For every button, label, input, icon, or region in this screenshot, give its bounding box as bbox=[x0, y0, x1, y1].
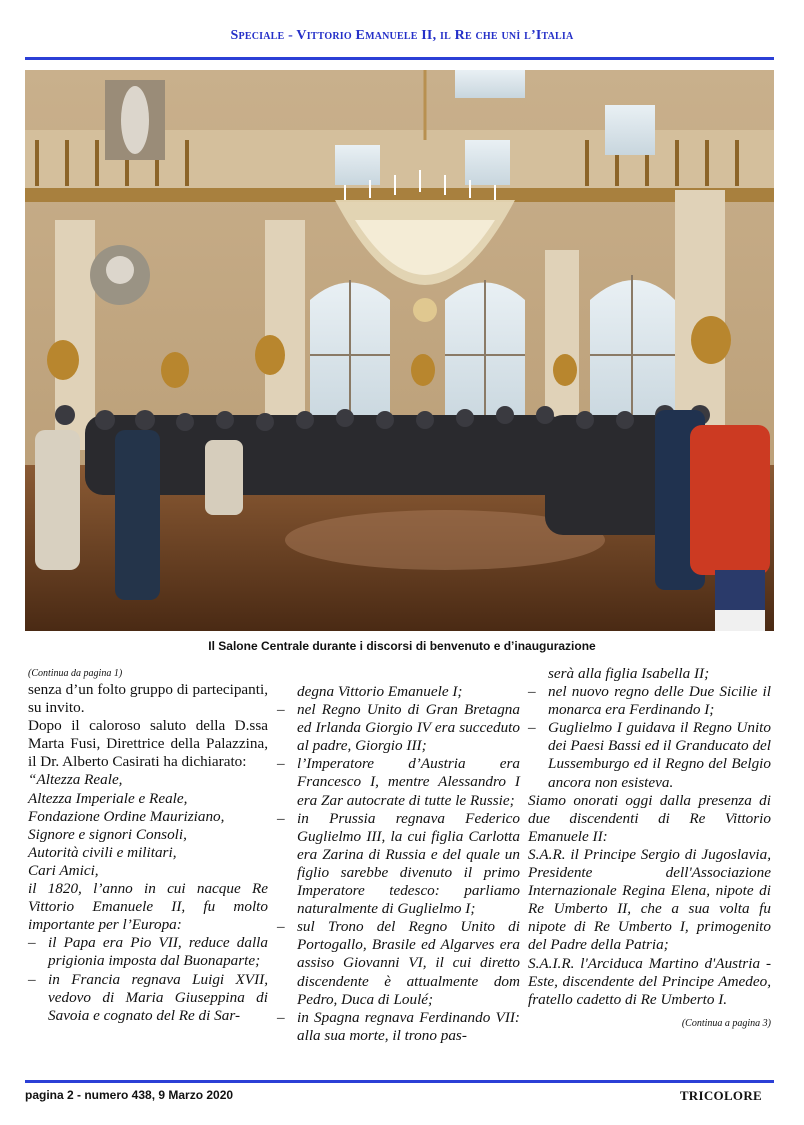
article-column-2 bbox=[277, 683, 520, 1045]
photo-caption: Il Salone Centrale durante i discorsi di benvenuto e d’inaugurazione bbox=[208, 639, 596, 653]
continued-from-note: (Continua da pagina 1) bbox=[28, 668, 123, 679]
speech-line: Autorità civili e militari, bbox=[28, 843, 177, 861]
article-column-1 bbox=[28, 667, 268, 1025]
article-column-3 bbox=[528, 665, 771, 1033]
footer-page-info: pagina 2 - numero 438, 9 Marzo 2020 bbox=[25, 1088, 234, 1102]
footer-rule bbox=[25, 1080, 774, 1083]
continued-line: serà alla figlia Isabella II; bbox=[548, 665, 710, 682]
intro-paragraph: senza d’un folto gruppo di partecipanti, su invito. bbox=[28, 681, 268, 717]
list-item: – nel nuovo regno delle Due Sicilie il monarca era Ferdinando I; bbox=[528, 683, 771, 719]
list-item: – nel Regno Unito di Gran Bretagna ed Irlanda Giorgio IV era succeduto al padre, Giorgio III; bbox=[277, 701, 520, 755]
greeting-paragraph: Dopo il caloroso saluto della D.ssa Marta Fusi, Direttrice della Palazzina, il Dr. Alberto Casirati ha dichiarato: bbox=[28, 717, 268, 771]
list-item: – in Prussia regnava Federico Guglielmo III, la cui figlia Carlotta era Zarina di Russia e del quale un figlio sarebbe divenuto il primo Imperatore tedesco: parliamo naturalmente di Guglielmo I; bbox=[277, 809, 520, 918]
list-item: – sul Trono del Regno Unito di Portogallo, Brasile ed Algarves era assiso Giovanni VI, il cui diretto discendente è attualmente dom Pedro, Duca di Loulé; bbox=[277, 918, 520, 1008]
list-item: – l’Imperatore d’Austria era Francesco I, mentre Alessandro I era Zar autocrate di tutte le Russie; bbox=[277, 755, 520, 809]
page-header-title: Speciale - Vittorio Emanuele II, il Re che unì l’Italia bbox=[230, 28, 574, 43]
descendants-intro: Siamo onorati oggi dalla presenza di due discendenti di Re Vittorio Emanuele II: bbox=[528, 791, 771, 845]
descendant-sergio: S.A.R. il Principe Sergio di Jugoslavia, Presidente dell'Associazione Internazionale Regina Elena, nipote di Re Umberto II, che a sua volta fu nipote di Re Umberto I, primogenito del Padre della Patria; bbox=[528, 845, 771, 954]
speech-line: Fondazione Ordine Mauriziano, bbox=[28, 807, 225, 825]
list-item: – Guglielmo I guidava il Regno Unito dei Paesi Bassi ed il Granducato del Lussemburgo ed il Regno del Belgio ancora non esisteva. bbox=[528, 719, 771, 791]
continued-line: degna Vittorio Emanuele I; bbox=[297, 683, 463, 700]
speech-body: il 1820, l’anno in cui nacque Re Vittorio Emanuele II, fu molto importante per l’Europa: bbox=[28, 880, 268, 934]
list-item: – il Papa era Pio VII, reduce dalla prigionia imposta dal Buonaparte; bbox=[28, 934, 268, 970]
ceremony-photo bbox=[25, 70, 774, 631]
continued-to-note: (Continua a pagina 3) bbox=[681, 1017, 771, 1029]
speech-line: Cari Amici, bbox=[28, 861, 99, 879]
list-item: – in Francia regnava Luigi XVII, vedovo di Maria Giuseppina di Savoia e cognato del Re di Sar- bbox=[28, 970, 268, 1024]
speech-line: Altezza Imperiale e Reale, bbox=[28, 789, 188, 807]
speech-line: “Altezza Reale, bbox=[28, 771, 123, 789]
header-rule bbox=[25, 57, 774, 60]
descendant-martino: S.A.I.R. l'Arciduca Martino d'Austria - Este, discendente del Principe Amedeo, fratello cadetto di Re Umberto I. bbox=[528, 954, 771, 1008]
list-item: – in Spagna regnava Ferdinando VII: alla sua morte, il trono pas- bbox=[277, 1008, 520, 1044]
speech-line: Signore e signori Consoli, bbox=[28, 825, 187, 843]
footer-publication-name: TRICOLORE bbox=[679, 1088, 762, 1103]
